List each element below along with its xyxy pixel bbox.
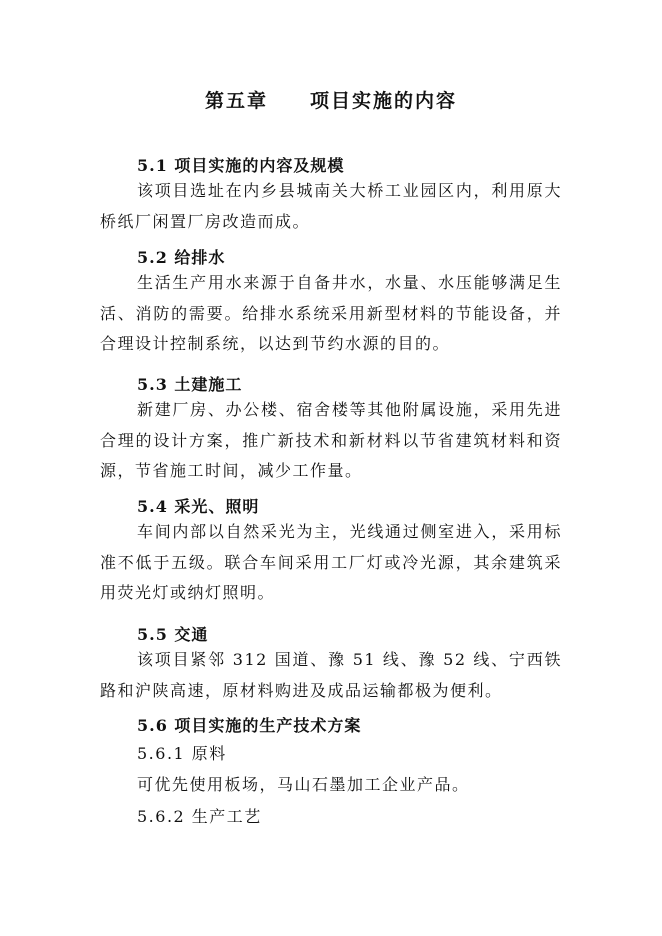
subsection-heading-5-6-1: 5.6.1 原料 xyxy=(137,744,227,763)
section-body-5-3: 新建厂房、办公楼、宿舍楼等其他附属设施，采用先进合理的设计方案，推广新技术和新材料以节省建筑材料和资源，节省施工时间，减少工作量。 xyxy=(100,400,562,480)
subsection-body-5-6-1: 可优先使用板场，马山石墨加工企业产品。 xyxy=(137,775,470,794)
section-body-5-4: 车间内部以自然采光为主，光线通过侧室进入，采用标准不低于五级。联合车间采用工厂灯或冷光源，其余建筑采用荧光灯或纳灯照明。 xyxy=(100,522,562,602)
section-heading-5-2: 5.2 给排水 xyxy=(137,248,226,267)
section-body-5-5: 该项目紧邻 312 国道、豫 51 线、豫 52 线、宁西铁路和沪陕高速，原材料购进及成品运输都极为便利。 xyxy=(100,650,562,700)
section-body-5-1: 该项目选址在内乡县城南关大桥工业园区内，利用原大桥纸厂闲置厂房改造而成。 xyxy=(100,181,562,231)
section-body-5-2: 生活生产用水来源于自备井水，水量、水压能够满足生活、消防的需要。给排水系统采用新型材料的节能设备，并合理设计控制系统，以达到节约水源的目的。 xyxy=(100,273,562,353)
subsection-heading-5-6-2: 5.6.2 生产工艺 xyxy=(137,807,262,826)
section-heading-5-1: 5.1 项目实施的内容及规模 xyxy=(137,156,345,175)
section-heading-5-5: 5.5 交通 xyxy=(137,625,209,644)
section-heading-5-6: 5.6 项目实施的生产技术方案 xyxy=(137,716,362,735)
section-heading-5-4: 5.4 采光、照明 xyxy=(137,497,260,516)
chapter-title: 第五章 项目实施的内容 xyxy=(204,90,457,112)
section-heading-5-3: 5.3 土建施工 xyxy=(137,375,243,394)
